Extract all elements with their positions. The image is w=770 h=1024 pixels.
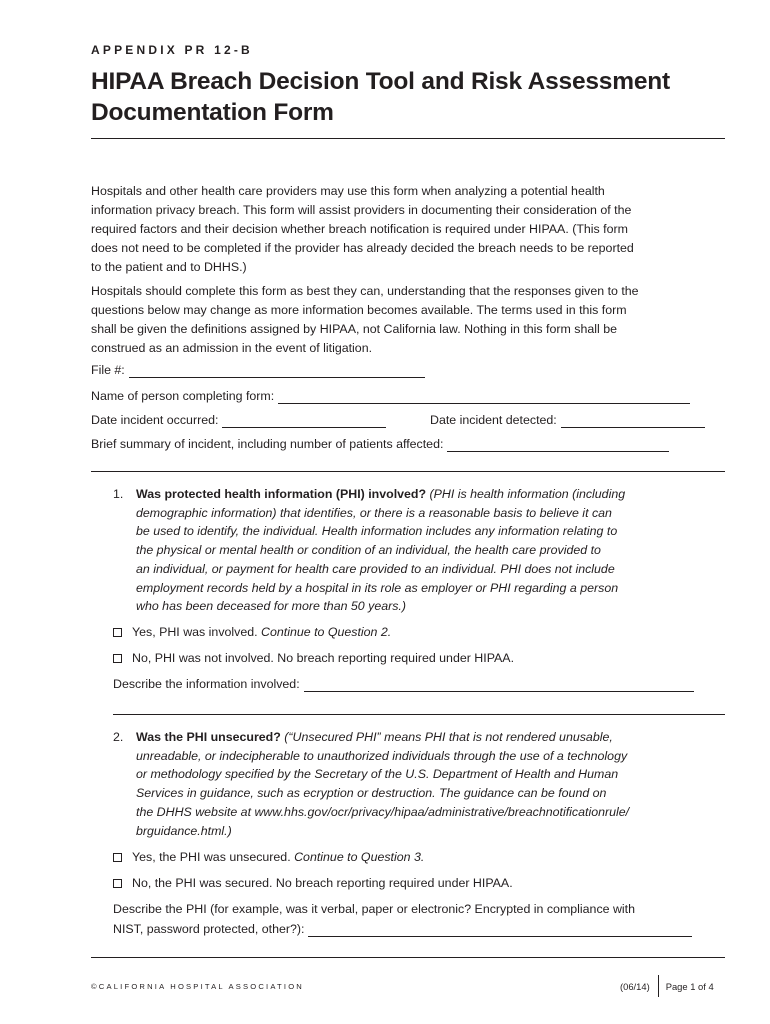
question-2-line: brguidance.html.) — [136, 823, 232, 838]
name-label: Name of person completing form: — [91, 389, 275, 403]
summary-input[interactable] — [447, 440, 669, 452]
question-1-line: employment records held by a hospital in its role as employer or PHI regarding a person — [136, 580, 619, 595]
question-2-body — [136, 728, 736, 840]
q2-describe-field[interactable] — [113, 921, 692, 937]
footer-page-info — [620, 976, 714, 996]
q2-describe-text — [113, 900, 733, 919]
q2-option-yes[interactable] — [113, 849, 424, 865]
q1-describe-input[interactable] — [304, 680, 694, 692]
question-2-line: Services in guidance, such as ecryption or destruction. The guidance can be found on — [136, 786, 607, 801]
intro-p2-line: shall be given the definitions assigned by HIPAA, not California law. Nothing in this form shall be — [91, 322, 617, 336]
name-field[interactable] — [91, 388, 690, 404]
footer-separator — [658, 975, 659, 997]
q1-option-yes[interactable] — [113, 624, 391, 640]
intro-p1-line: Hospitals and other health care providers may use this form when analyzing a potential health — [91, 184, 605, 198]
title-line-2: Documentation Form — [91, 99, 334, 126]
question-2-text: (“Unsecured PHI” means PHI that is not rendered unusable, — [284, 730, 613, 744]
q2-yes-checkbox[interactable] — [113, 853, 122, 862]
q2-describe-line-2: NIST, password protected, other?): — [113, 922, 305, 936]
q1-no-checkbox[interactable] — [113, 654, 122, 663]
intro-p1-line: to the patient and to DHHS.) — [91, 260, 247, 274]
date-detected-input[interactable] — [561, 416, 705, 428]
intro-p2-line: questions below may change as more information becomes available. The terms used in this form — [91, 303, 627, 317]
date-detected-label: Date incident detected: — [430, 413, 557, 427]
q1-yes-label: Yes, PHI was involved. — [132, 625, 258, 639]
title-line-1: HIPAA Breach Decision Tool and Risk Assessment — [91, 68, 670, 95]
file-number-label: File #: — [91, 363, 125, 377]
intro-p2-line: construed as an admission in the event of litigation. — [91, 341, 373, 355]
q2-describe-line-1: Describe the PHI (for example, was it verbal, paper or electronic? Encrypted in compliance with — [113, 902, 636, 916]
q2-no-label: No, the PHI was secured. No breach reporting required under HIPAA. — [132, 876, 513, 890]
date-occurred-field[interactable] — [91, 412, 386, 428]
question-2-heading: Was the PHI unsecured? — [136, 730, 281, 744]
question-2-line: unreadable, or indecipherable to unauthorized individuals through the use of a technology — [136, 748, 628, 763]
question-2-line: the DHHS website at www.hhs.gov/ocr/privacy/hipaa/administrative/breachnotificationrule/ — [136, 804, 630, 819]
title-divider — [91, 138, 725, 139]
question-2-first-line — [136, 728, 736, 747]
q1-option-no[interactable] — [113, 650, 514, 666]
q1-describe-continuation-line[interactable] — [113, 714, 725, 715]
q2-yes-next: Continue to Question 3. — [294, 850, 425, 864]
page-title — [91, 66, 741, 128]
date-occurred-label: Date incident occurred: — [91, 413, 219, 427]
question-1-line: demographic information) that identifies, or there is a reasonable basis to believe it can — [136, 505, 612, 520]
q1-yes-checkbox[interactable] — [113, 628, 122, 637]
intro-paragraph-1 — [91, 182, 731, 277]
file-number-input[interactable] — [129, 366, 425, 378]
intro-p1-line: does not need to be completed if the provider has already decided the breach needs to be reported — [91, 241, 634, 255]
intro-p1-line: information privacy breach. This form will assist providers in documenting their consideration of the — [91, 203, 632, 217]
q2-option-no[interactable] — [113, 875, 513, 891]
file-number-field[interactable] — [91, 362, 425, 378]
date-detected-field[interactable] — [430, 412, 705, 428]
appendix-label: APPENDIX PR 12-B — [91, 43, 253, 57]
question-1-first-line — [136, 485, 736, 504]
summary-field[interactable] — [91, 436, 669, 452]
question-1-line: who has been deceased for more than 50 years.) — [136, 599, 407, 614]
question-2-line: or methodology specified by the Secretary of the U.S. Department of Health and Human — [136, 767, 619, 782]
question-1-number: 1. — [113, 487, 124, 501]
q1-no-label: No, PHI was not involved. No breach reporting required under HIPAA. — [132, 651, 515, 665]
question-2-number: 2. — [113, 730, 124, 744]
footer-page-number: Page 1 of 4 — [665, 980, 714, 992]
question-1-line: an individual, or payment for health care provided to an individual. PHI does not include — [136, 561, 615, 576]
summary-continuation-line[interactable] — [91, 471, 725, 472]
intro-p2-line: Hospitals should complete this form as best they can, understanding that the responses given to the — [91, 284, 639, 298]
name-input[interactable] — [278, 392, 690, 404]
footer-copyright: ©CALIFORNIA HOSPITAL ASSOCIATION — [91, 982, 304, 991]
date-occurred-input[interactable] — [222, 416, 386, 428]
question-1-line: be used to identify, the individual. Health information includes any information relating to — [136, 524, 618, 539]
q1-describe-field[interactable] — [113, 676, 694, 692]
q2-describe-continuation-line[interactable] — [91, 957, 725, 958]
q1-describe-label: Describe the information involved: — [113, 677, 300, 691]
question-1-line: the physical or mental health or condition of an individual, the health care provided to — [136, 543, 601, 558]
intro-p1-line: required factors and their decision whether breach notification is required under HIPAA. (This form — [91, 222, 628, 236]
summary-label: Brief summary of incident, including number of patients affected: — [91, 437, 444, 451]
q2-yes-label: Yes, the PHI was unsecured. — [132, 850, 291, 864]
footer-date: (06/14) — [620, 980, 650, 992]
question-1-body — [136, 485, 736, 616]
q2-describe-input[interactable] — [308, 925, 692, 937]
q1-yes-next: Continue to Question 2. — [261, 625, 392, 639]
question-1-heading: Was protected health information (PHI) involved? — [136, 487, 427, 501]
q2-no-checkbox[interactable] — [113, 879, 122, 888]
question-1-text: (PHI is health information (including — [429, 487, 626, 501]
intro-paragraph-2 — [91, 282, 731, 358]
